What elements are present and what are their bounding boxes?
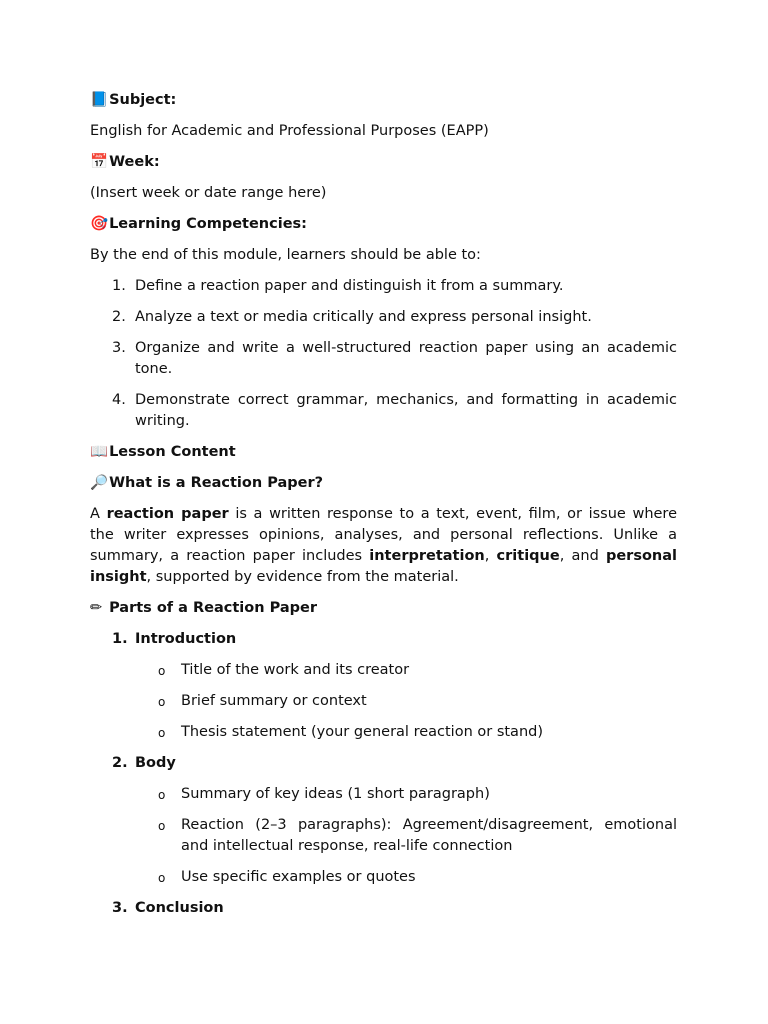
subject-value: English for Academic and Professional Purposes (EAPP) <box>90 123 489 139</box>
lesson-label: Lesson Content <box>109 444 236 460</box>
what-label: What is a Reaction Paper? <box>109 475 324 491</box>
definition-bold: interpretation <box>369 548 485 564</box>
list-number: 3. <box>112 340 126 356</box>
list-number: 1. <box>112 631 128 647</box>
sub-list-text: Brief summary or context <box>181 693 367 709</box>
bullet-icon: o <box>158 726 166 740</box>
definition-bold: reaction paper <box>106 506 229 522</box>
list-item <box>90 629 677 650</box>
book-icon: 📘 <box>90 92 109 108</box>
list-item <box>90 390 677 432</box>
sub-list-item <box>90 722 677 743</box>
definition-text: is a written response to a text, event, film, or issue where the writer expresses opinions, analyses, and personal reflections. Unlike a summary, a reaction paper includes <box>90 506 678 564</box>
parts-list <box>90 629 677 919</box>
lesson-heading <box>90 442 677 463</box>
pencil-icon: ✏ <box>90 600 103 616</box>
list-number: 2. <box>112 309 126 325</box>
competencies-intro: By the end of this module, learners should be able to: <box>90 247 481 263</box>
sub-list-item <box>90 784 677 805</box>
sub-list-text: Title of the work and its creator <box>181 662 410 678</box>
bullet-icon: o <box>158 664 166 678</box>
definition-text: A <box>90 506 107 522</box>
list-text: Analyze a text or media critically and express personal insight. <box>135 309 592 325</box>
section-title: Conclusion <box>135 900 224 916</box>
bullet-icon: o <box>158 788 166 802</box>
list-item <box>90 276 677 297</box>
definition-paragraph <box>90 504 677 588</box>
sub-list-item <box>90 867 677 888</box>
list-text: Demonstrate correct grammar, mechanics, and formatting in academic writing. <box>135 392 677 429</box>
definition-text: , and <box>559 548 606 564</box>
competencies-label: Learning Competencies: <box>109 216 307 232</box>
calendar-icon: 📅 <box>90 154 109 170</box>
what-heading <box>90 473 677 494</box>
definition-bold: critique <box>496 548 560 564</box>
list-item <box>90 307 677 328</box>
target-icon: 🎯 <box>90 216 109 232</box>
open-book-icon: 📖 <box>90 444 109 460</box>
list-number: 2. <box>112 755 128 771</box>
list-number: 3. <box>112 900 128 916</box>
competencies-heading <box>90 214 677 235</box>
sub-list-text: Use specific examples or quotes <box>181 869 416 885</box>
document-page <box>90 90 677 919</box>
bullet-icon: o <box>158 871 166 885</box>
week-label: Week: <box>109 154 160 170</box>
list-number: 4. <box>112 392 126 408</box>
bullet-icon: o <box>158 819 166 833</box>
week-value: (Insert week or date range here) <box>90 185 327 201</box>
list-item <box>90 753 677 774</box>
magnifier-icon: 🔎 <box>90 475 109 491</box>
subject-heading <box>90 90 677 111</box>
definition-bold: personal insight <box>90 548 677 585</box>
list-text: Define a reaction paper and distinguish it from a summary. <box>135 278 564 294</box>
sub-list-text: Summary of key ideas (1 short paragraph) <box>181 786 490 802</box>
competencies-list <box>90 276 677 432</box>
list-text: Organize and write a well-structured reaction paper using an academic tone. <box>135 340 677 377</box>
bullet-icon: o <box>158 695 166 709</box>
definition-text: , <box>484 548 497 564</box>
parts-heading <box>90 598 677 619</box>
parts-label: Parts of a Reaction Paper <box>109 600 317 616</box>
list-item <box>90 338 677 380</box>
sub-list-item <box>90 691 677 712</box>
week-heading <box>90 152 677 173</box>
sub-list-item <box>90 660 677 681</box>
sub-list-text: Reaction (2–3 paragraphs): Agreement/disagreement, emotional and intellectual response, real-life connection <box>181 817 677 854</box>
list-number: 1. <box>112 278 126 294</box>
sub-list-text: Thesis statement (your general reaction or stand) <box>181 724 543 740</box>
section-title: Introduction <box>135 631 237 647</box>
definition-text: , supported by evidence from the material. <box>146 569 459 585</box>
list-item <box>90 898 677 919</box>
subject-label: Subject: <box>109 92 177 108</box>
sub-list-item <box>90 815 677 857</box>
section-title: Body <box>135 755 176 771</box>
